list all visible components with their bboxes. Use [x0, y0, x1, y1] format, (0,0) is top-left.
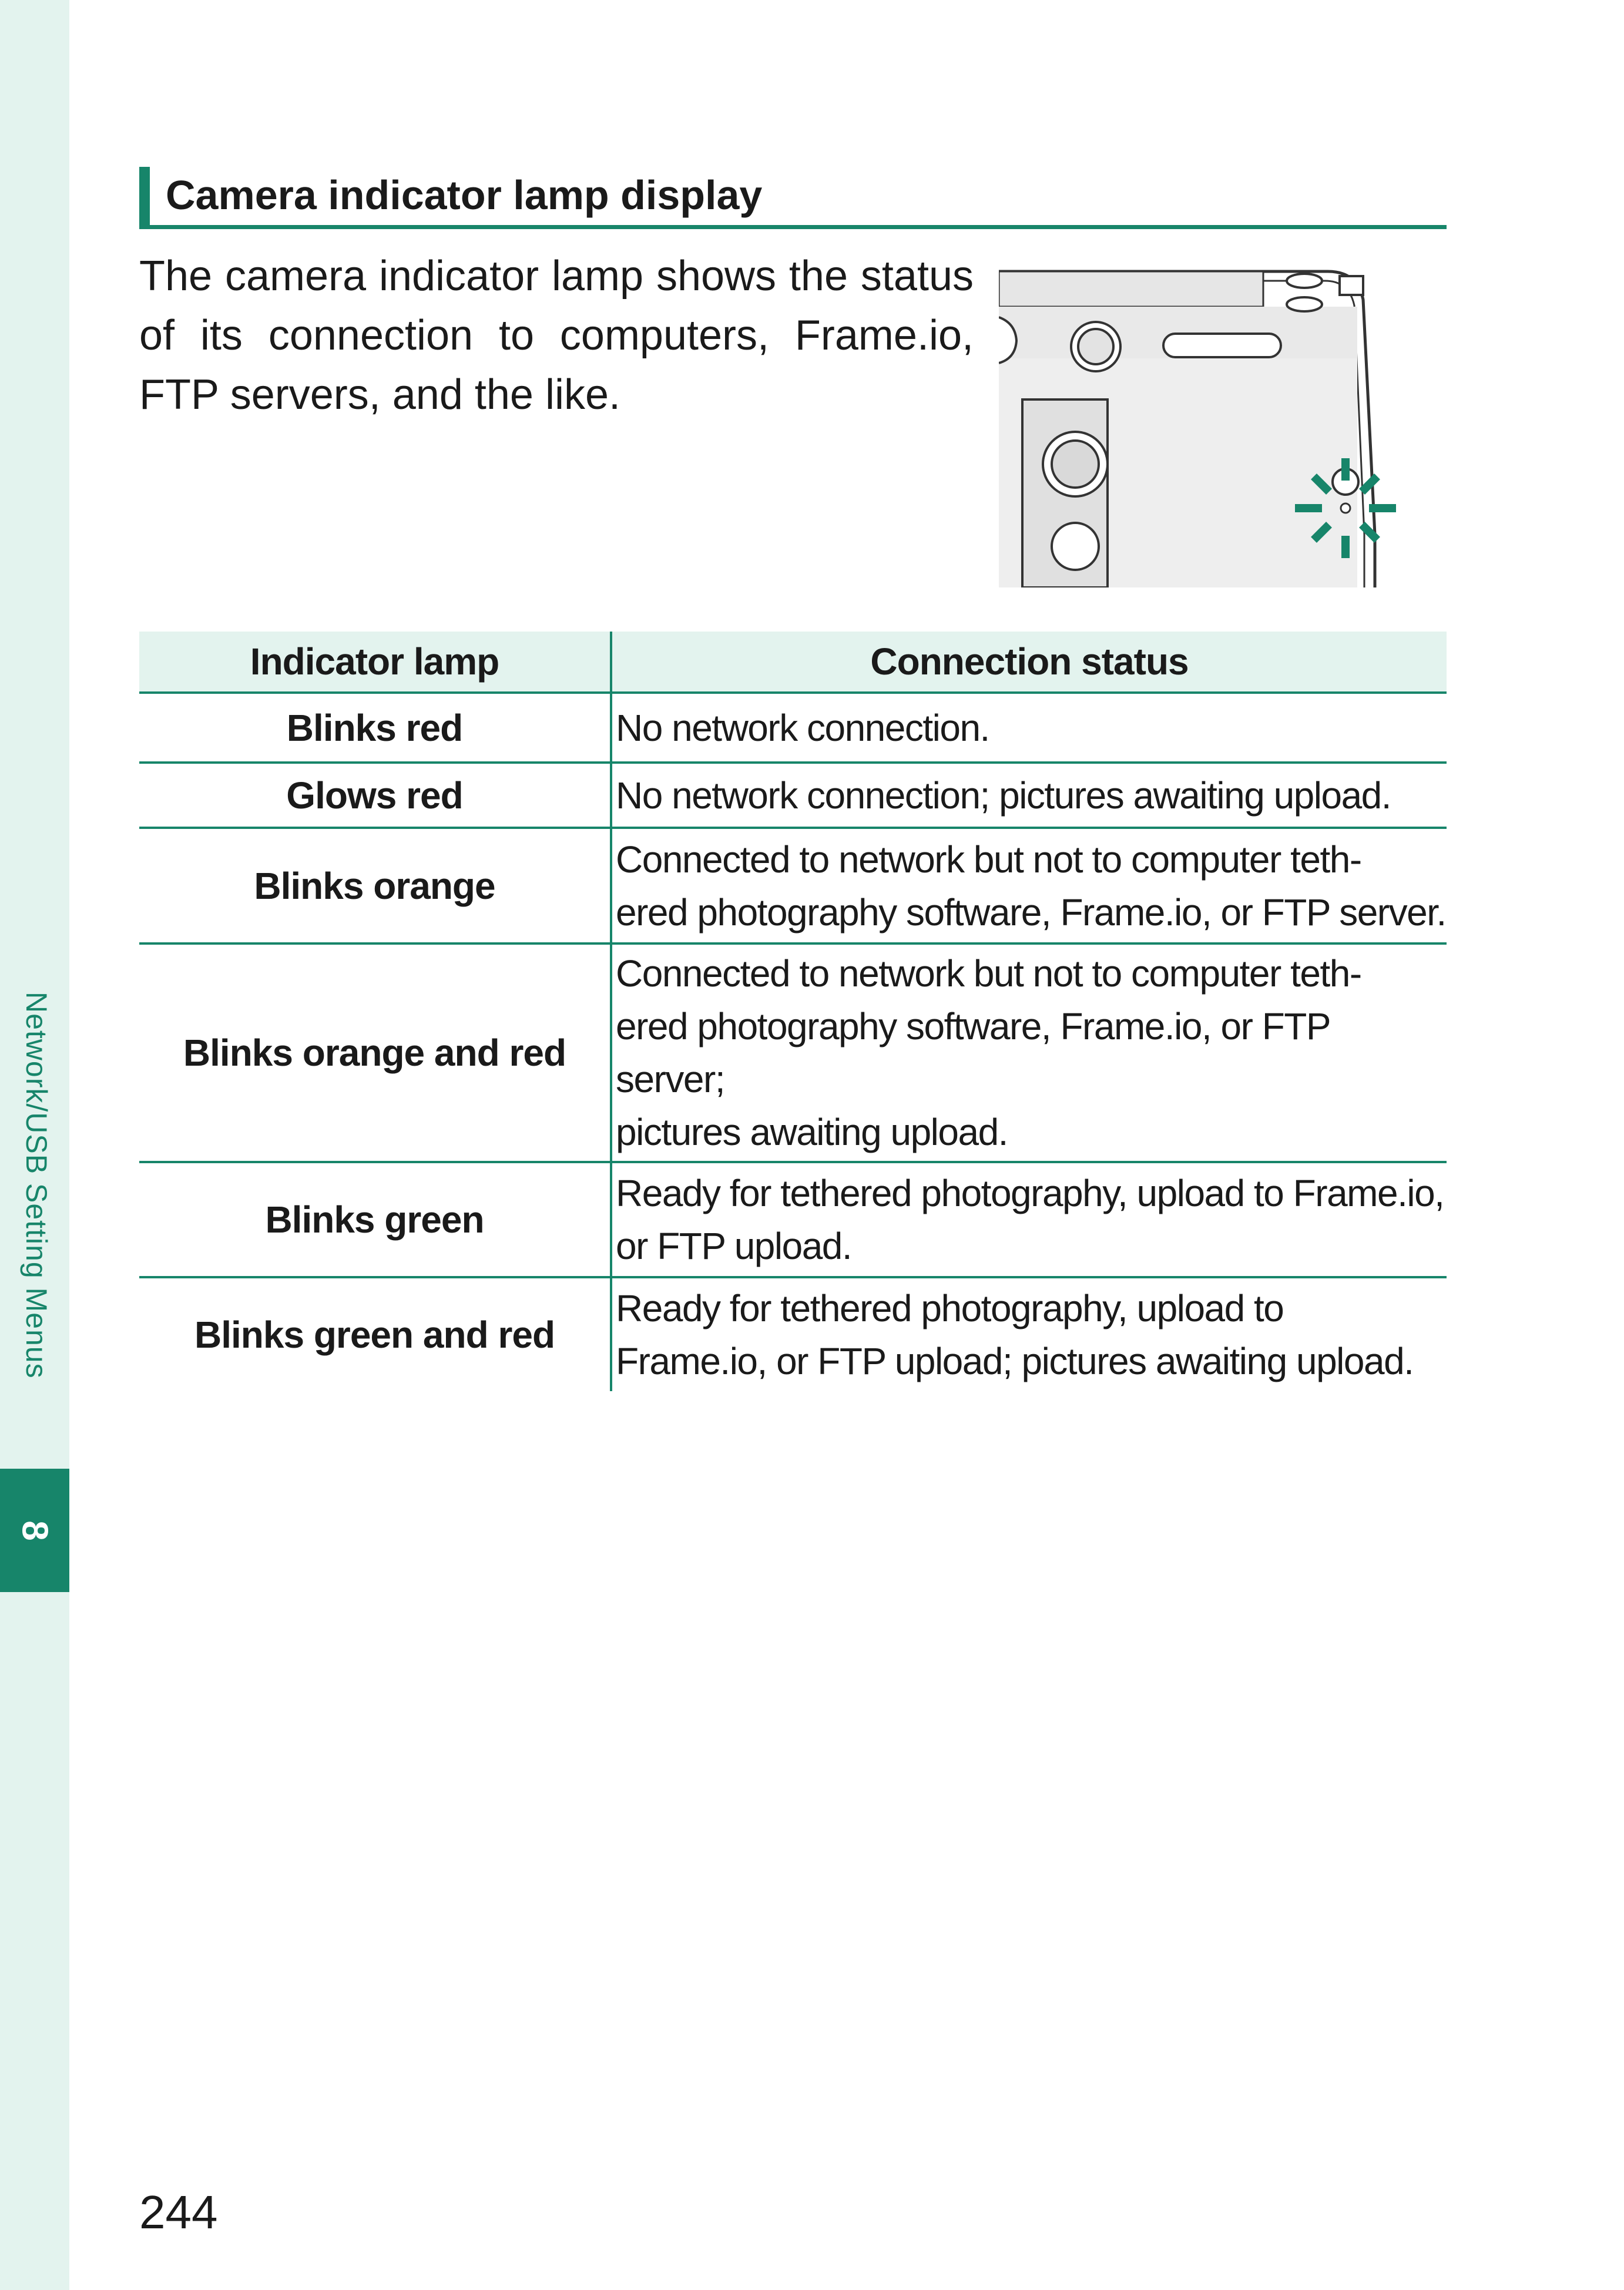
status-cell: Connected to network but not to computer teth- ered photography software, Frame.io, or FTP server.	[611, 828, 1447, 943]
page-number: 244	[139, 2186, 218, 2238]
top-button-2	[1287, 297, 1322, 311]
indicator-status-table	[139, 632, 1447, 1391]
table-row	[139, 763, 1447, 828]
intro-paragraph: The camera indicator lamp shows the status of its connection to computers, Frame.io, FTP servers, and the like.	[139, 253, 974, 418]
status-cell: No network connection; pictures awaiting upload.	[611, 763, 1447, 828]
chapter-number: 8	[14, 1520, 55, 1541]
header-connection-status: Connection status	[611, 632, 1447, 693]
header-indicator-lamp: Indicator lamp	[139, 632, 611, 693]
viewfinder-switch	[1340, 276, 1363, 295]
top-plate	[999, 271, 1263, 307]
camera-back-illustration	[999, 258, 1410, 587]
chapter-side-label: Network/USB Setting Menus	[20, 992, 53, 1379]
lamp-cell: Blinks green	[139, 1162, 611, 1277]
status-cell: Ready for tethered photography, upload to Frame.io, or FTP upload; pictures awaiting upload.	[616, 1287, 1414, 1382]
table-header-row	[139, 632, 1447, 693]
lamp-cell: Glows red	[139, 763, 611, 828]
top-button-1	[1287, 274, 1322, 288]
focus-lever	[1052, 441, 1099, 488]
status-cell: Connected to network but not to computer teth- ered photography software, Frame.io, or FTP server; pictures awaiting upload.	[611, 943, 1447, 1162]
table-row	[139, 1162, 1447, 1277]
lamp-cell: Blinks red	[139, 693, 611, 763]
status-cell: Ready for tethered photography, upload to Frame.io, or FTP upload.	[611, 1162, 1447, 1277]
lamp-cell: Blinks orange and red	[139, 943, 611, 1162]
heading-accent-bar	[139, 167, 150, 226]
table-row	[139, 828, 1447, 943]
lamp-cell: Blinks green and red	[139, 1277, 611, 1391]
section-title: Camera indicator lamp display	[166, 172, 763, 218]
chapter-tab	[0, 1469, 69, 1592]
lamp-cell: Blinks orange	[139, 828, 611, 943]
section-heading	[139, 167, 1447, 229]
table-row	[139, 1277, 1447, 1391]
status-cell: No network connection.	[611, 693, 1447, 763]
menu-button	[1052, 523, 1099, 570]
table-row	[139, 943, 1447, 1162]
table-row	[139, 693, 1447, 763]
command-dial	[1163, 334, 1281, 357]
